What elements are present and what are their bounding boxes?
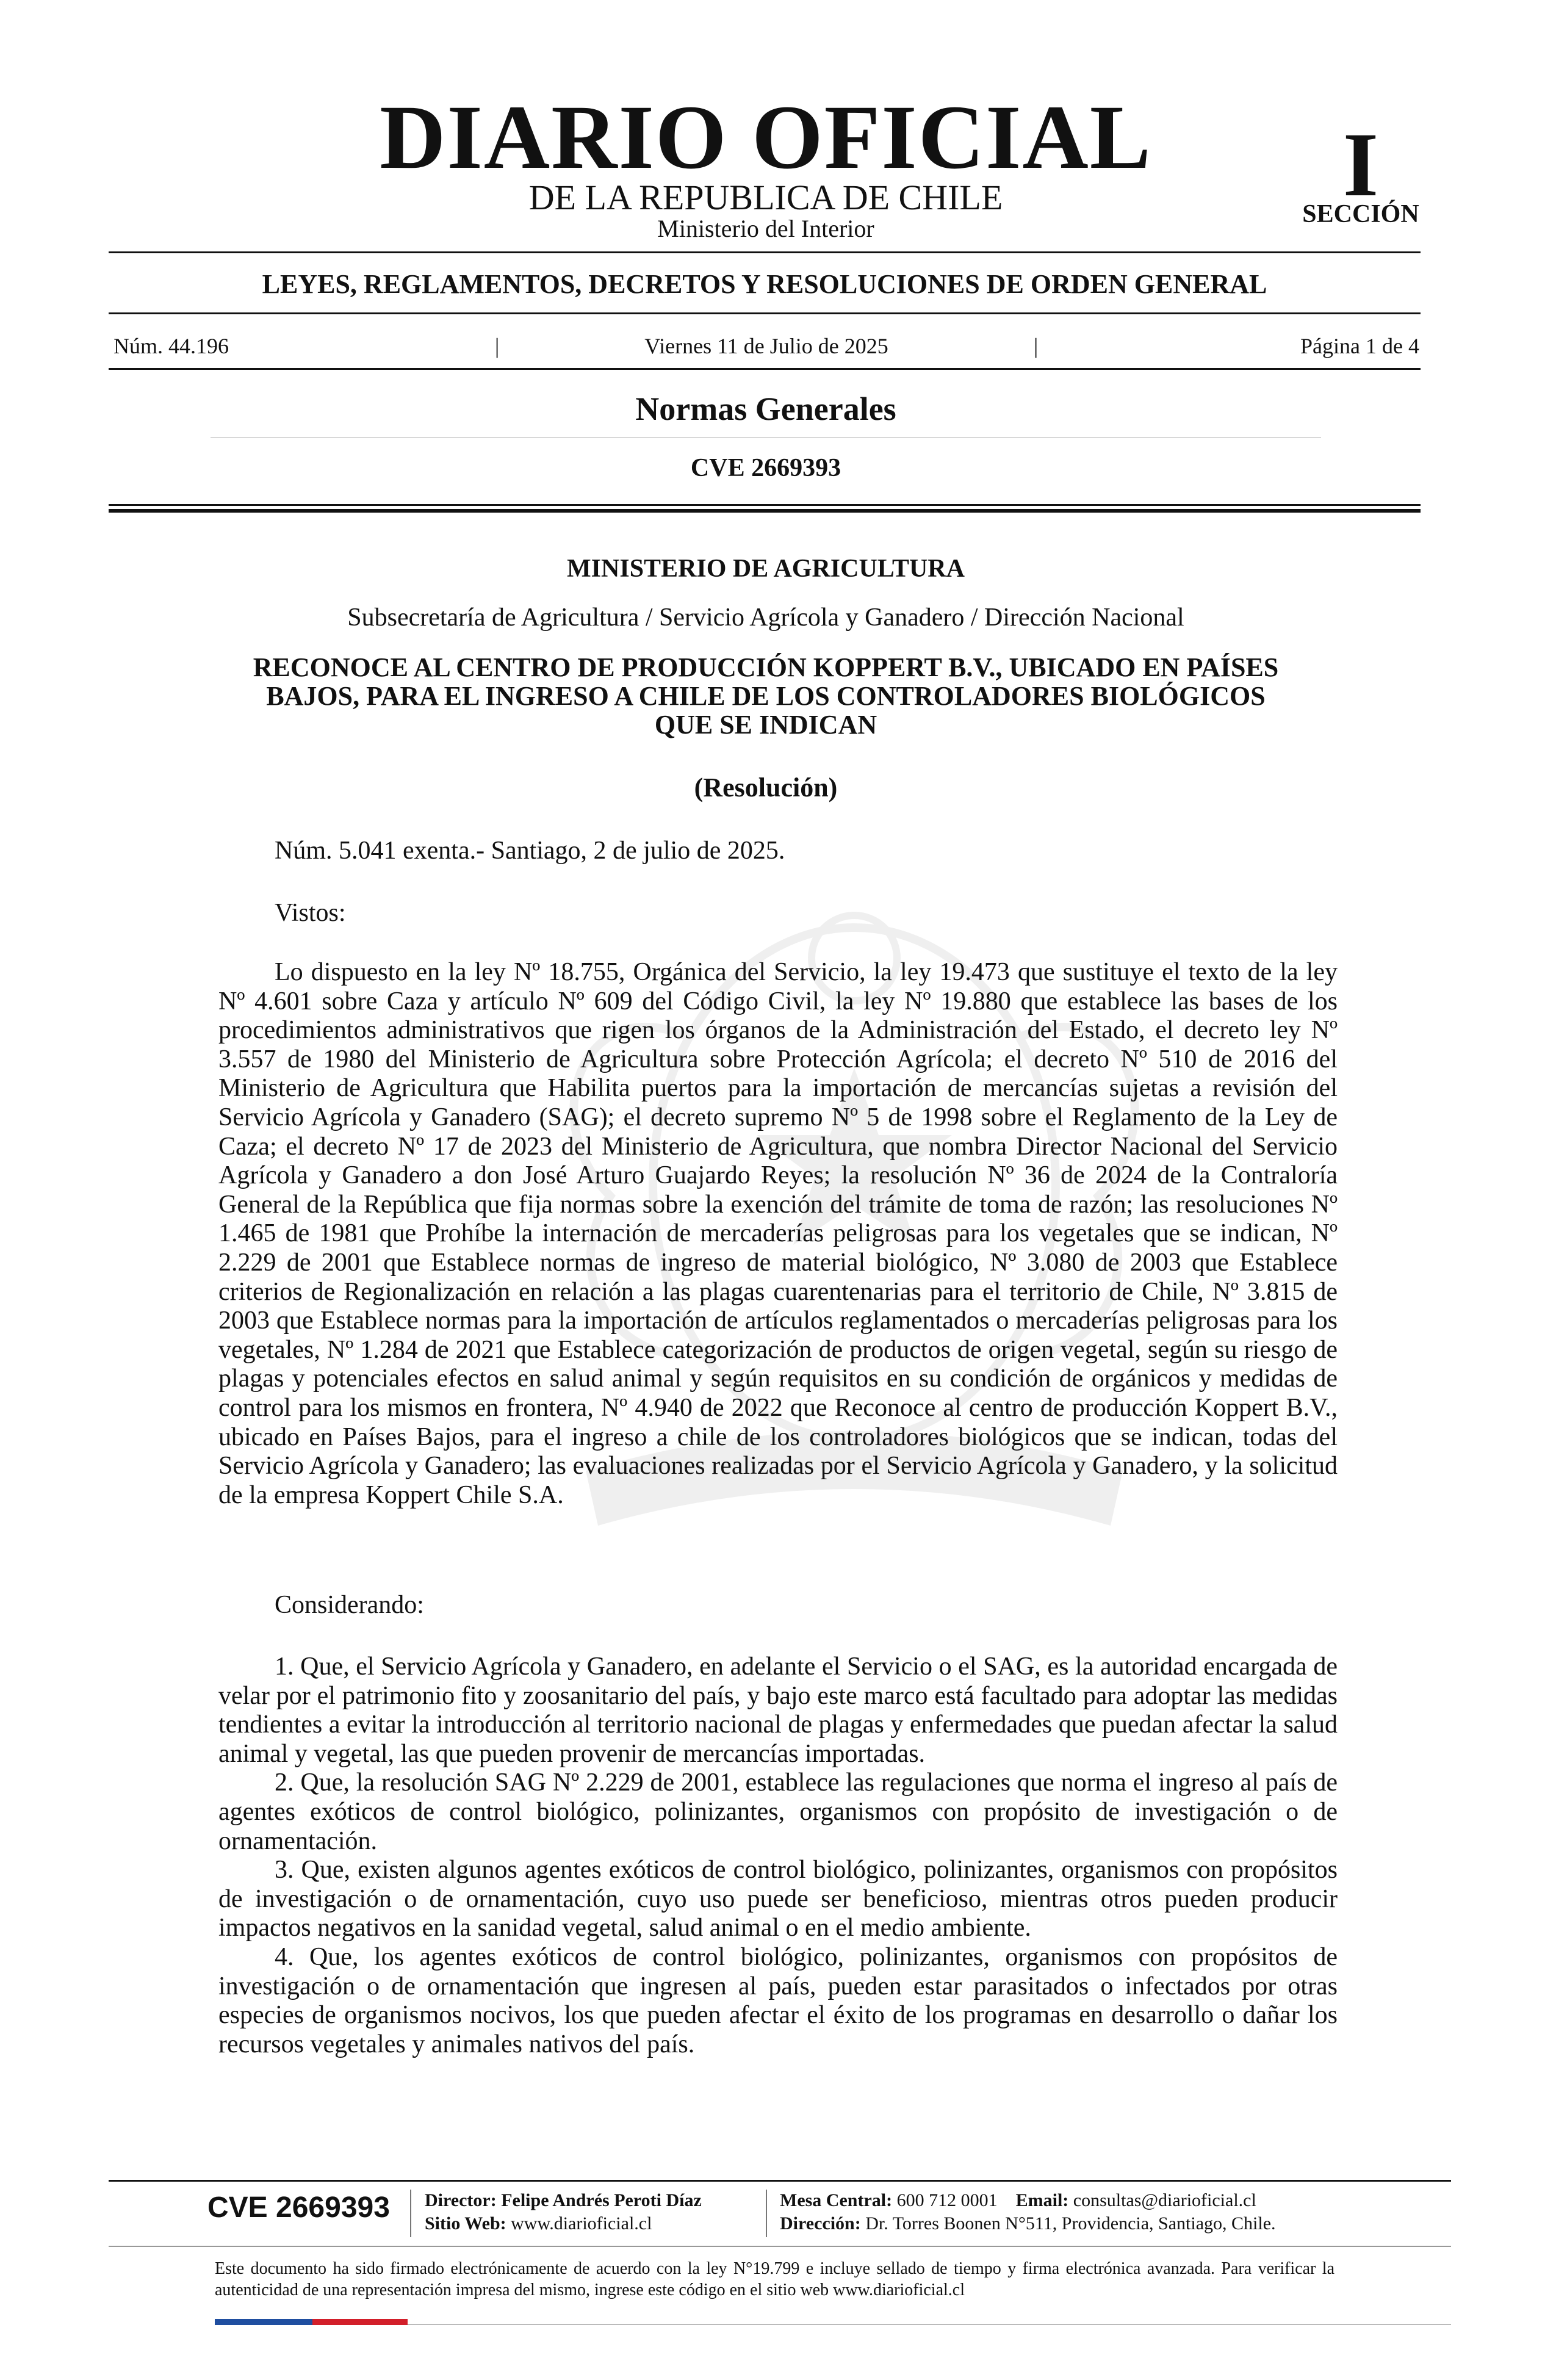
footer-director-block	[425, 2189, 702, 2235]
footer-divider	[410, 2190, 411, 2237]
section-label: SECCIÓN	[1302, 200, 1419, 228]
site-link[interactable]: www.diarioficial.cl	[511, 2213, 652, 2234]
resolution-number: Núm. 5.041 exenta.- Santiago, 2 de julio de 2025.	[275, 837, 785, 865]
category-banner: LEYES, REGLAMENTOS, DECRETOS Y RESOLUCIONES DE ORDEN GENERAL	[262, 269, 1267, 299]
director-name: Felipe Andrés Peroti Díaz	[501, 2190, 702, 2210]
resolution-title-line: RECONOCE AL CENTRO DE PRODUCCIÓN KOPPERT B.V., UBICADO EN PAÍSES	[253, 652, 1279, 682]
director-label: Director:	[425, 2190, 497, 2210]
section-number: I	[1342, 114, 1379, 215]
footer-rule-top	[109, 2180, 1451, 2182]
footer-contact-block	[780, 2189, 1276, 2235]
issue-rule	[109, 368, 1421, 370]
newspaper-ministry: Ministerio del Interior	[657, 215, 874, 242]
address-text: Dr. Torres Boonen N°511, Providencia, Santiago, Chile.	[865, 2213, 1276, 2234]
issue-separator: |	[495, 334, 500, 358]
email-link[interactable]: consultas@diarioficial.cl	[1073, 2190, 1256, 2210]
vistos-text: Lo dispuesto en la ley Nº 18.755, Orgánica del Servicio, la ley 19.473 que sustituye el texto de la ley Nº 4.601 sobre Caza y artículo Nº 609 del Código Civil, la ley Nº 19.880 que establece las bases de los procedimientos administrativos que rigen los órganos de la Administración del Estado, el decreto ley Nº 3.557 de 1980 del Ministerio de Agricultura sobre Protección Agrícola; el decreto Nº 510 de 2016 del Ministerio de Agricultura que Habilita puertos para la importación de mercancías sujetas a revisión del Servicio Agrícola y Ganadero (SAG); el decreto supremo Nº 5 de 1998 sobre el Reglamento de la Ley de Caza; el decreto Nº 17 de 2023 del Ministerio de Agricultura, que nombra Director Nacional del Servicio Agrícola y Ganadero a don José Arturo Guajardo Reyes; la resolución Nº 36 de 2024 de la Contraloría General de la República que fija normas sobre la exención del trámite de toma de razón; las resoluciones Nº 1.465 de 1981 que Prohíbe la internación de mercaderías peligrosas para los vegetales que se indican, Nº 2.229 de 2001 que Establece normas de ingreso de material biológico, Nº 3.080 de 2003 que Establece criterios de Regionalización en relación a las plagas cuarentenarias para el territorio de Chile, Nº 3.815 de 2003 que Establece normas para la importación de artículos reglamentados o mercaderías peligrosas para los vegetales, Nº 1.284 de 2021 que Establece categorización de productos de origen vegetal, según su riesgo de plagas y potenciales efectos en salud animal y según requisitos en su condición de orgánicos y medidas de control para los mismos en frontera, Nº 4.940 de 2022 que Reconoce al centro de producción Koppert B.V., ubicado en Países Bajos, para el ingreso a chile de los controladores biológicos que se indican, todas del Servicio Agrícola y Ganadero; las evaluaciones realizadas por el Servicio Agrícola y Ganadero, y la solicitud de la empresa Koppert Chile S.A.	[218, 958, 1338, 1509]
address-label: Dirección:	[780, 2213, 861, 2234]
signature-note: Este documento ha sido firmado electrónicamente de acuerdo con la ley N°19.799 e incluye sellado de tiempo y firma electrónica avanzada. Para verificar la autenticidad de una representación impresa del mismo, ingrese este código en el sitio web www.diarioficial.cl	[215, 2259, 1334, 2299]
resolution-type: (Resolución)	[694, 773, 838, 802]
header-double-rule-thick	[109, 509, 1421, 513]
issuing-ministry: MINISTERIO DE AGRICULTURA	[567, 555, 965, 583]
flag-stripe-red	[312, 2319, 408, 2325]
considerando-item: 3. Que, existen algunos agentes exóticos de control biológico, polinizantes, organismos con propósitos de investigación o de ornamentación, cuyo uso puede ser beneficioso, mientras otros pueden producir impactos negativos en la sanidad vegetal, salud animal o en el medio ambiente.	[218, 1856, 1338, 1942]
flag-stripe-blue	[215, 2319, 312, 2325]
header-double-rule-thin	[109, 504, 1421, 506]
site-label: Sitio Web:	[425, 2213, 506, 2234]
banner-rule	[109, 312, 1421, 314]
considerando-item: 1. Que, el Servicio Agrícola y Ganadero, en adelante el Servicio o el SAG, es la autoridad encargada de velar por el patrimonio fito y zoosanitario del país, y bajo este marco está facultado para adoptar las medidas tendientes a evitar la introducción al territorio nacional de plagas y enfermedades que puedan afectar la salud animal y vegetal, las que pueden provenir de mercancías importadas.	[218, 1653, 1338, 1768]
section-heading: Normas Generales	[635, 391, 896, 427]
masthead-rule-top	[109, 251, 1421, 253]
considerando-heading: Considerando:	[275, 1591, 424, 1619]
resolution-title	[207, 653, 1324, 739]
section-heading-underline	[211, 437, 1321, 438]
resolution-title-line: BAJOS, PARA EL INGRESO A CHILE DE LOS CONTROLADORES BIOLÓGICOS	[266, 681, 1266, 711]
footer-cve: CVE 2669393	[207, 2191, 390, 2224]
email-label: Email:	[1015, 2190, 1069, 2210]
issue-date: Viernes 11 de Julio de 2025	[644, 334, 888, 358]
cve-code: CVE 2669393	[690, 454, 841, 482]
issue-page: Página 1 de 4	[1300, 334, 1419, 358]
resolution-title-line: QUE SE INDICAN	[654, 710, 877, 740]
footer-rule-bottom	[109, 2246, 1451, 2247]
considerando-item: 4. Que, los agentes exóticos de control biológico, polinizantes, organismos con propósitos de investigación o de ornamentación que ingresen al país, pueden estar parasitados o infectados por otras especies de organismos nocivos, los que pueden afectar el éxito de los programas en desarrollo o dañar los recursos vegetales y animales nativos del país.	[218, 1942, 1338, 2058]
issuing-subunit: Subsecretaría de Agricultura / Servicio Agrícola y Ganadero / Dirección Nacional	[347, 604, 1184, 632]
newspaper-subtitle: DE LA REPUBLICA DE CHILE	[528, 178, 1003, 217]
footer-rule-flag	[408, 2324, 1451, 2325]
footer-divider	[766, 2190, 767, 2237]
newspaper-title: DIARIO OFICIAL	[380, 87, 1152, 188]
issue-info-row	[113, 331, 1419, 361]
phone-number: 600 712 0001	[896, 2190, 998, 2210]
issue-separator: |	[1034, 334, 1039, 358]
considerandos-list	[218, 1653, 1338, 2059]
issue-number: Núm. 44.196	[113, 334, 229, 358]
vistos-heading: Vistos:	[275, 899, 346, 927]
phone-label: Mesa Central:	[780, 2190, 893, 2210]
considerando-item: 2. Que, la resolución SAG Nº 2.229 de 2001, establece las regulaciones que norma el ingreso al país de agentes exóticos de control biológico, polinizantes, organismos con propósito de investigación o de ornamentación.	[218, 1769, 1338, 1855]
vistos-paragraph	[218, 958, 1338, 1510]
